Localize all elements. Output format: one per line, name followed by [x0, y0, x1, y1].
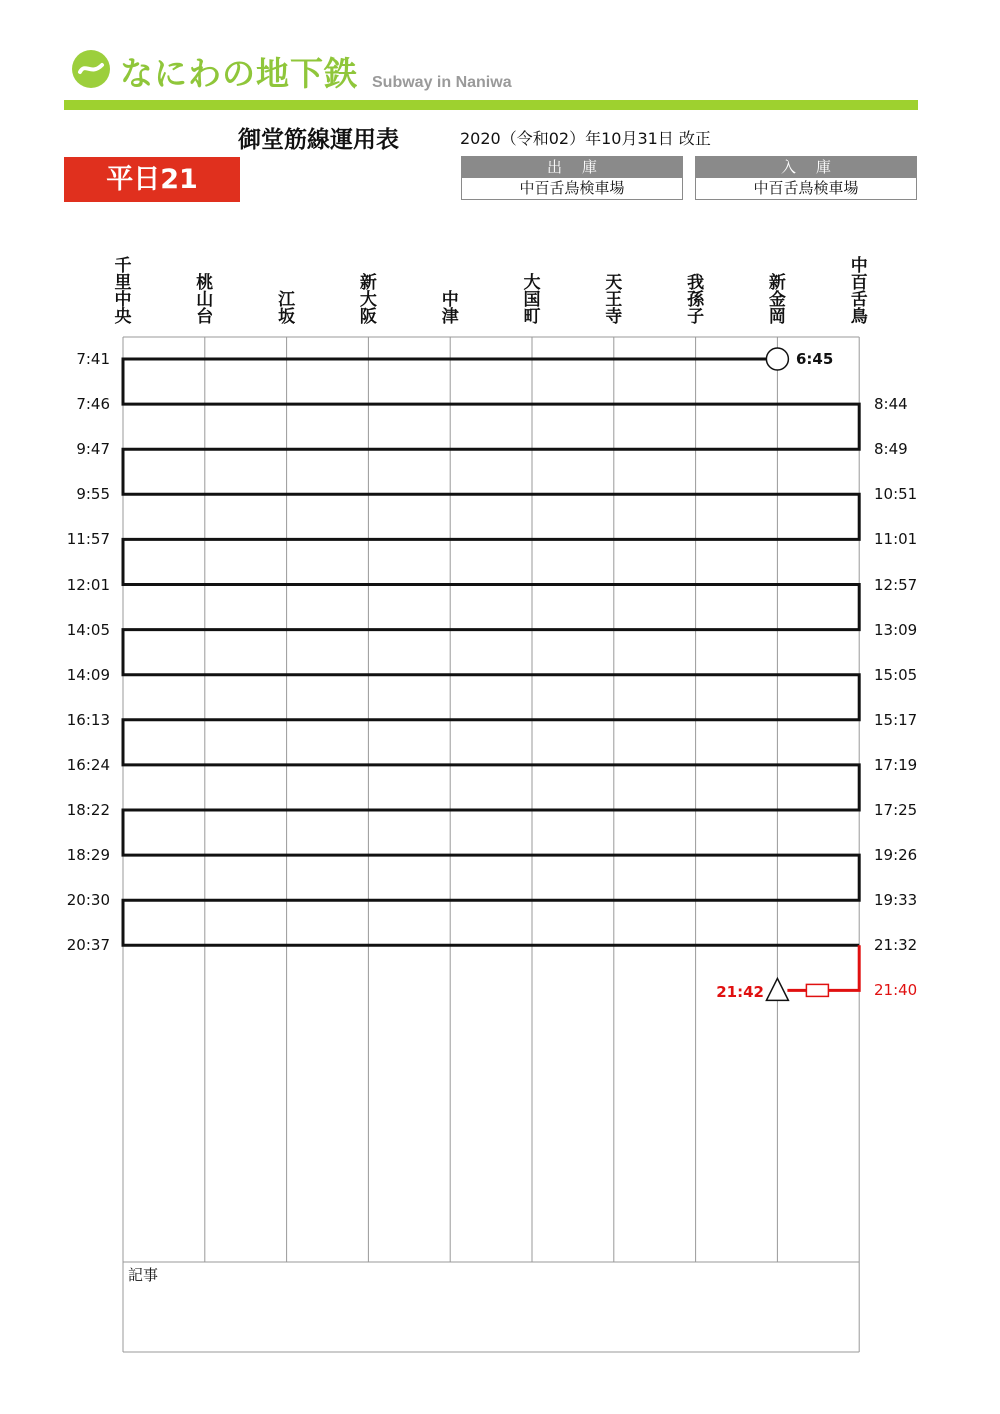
depot-in-value: 中百舌鳥検車場 [753, 179, 859, 197]
right-time: 17:25 [874, 801, 918, 819]
station-header: 天王寺 [605, 273, 623, 327]
left-time: 9:55 [76, 485, 110, 504]
left-time: 12:01 [66, 575, 110, 594]
left-time: 11:57 [66, 530, 110, 549]
left-time: 18:22 [66, 801, 110, 819]
station-header: 千里中央 [114, 256, 132, 327]
left-time: 7:46 [76, 395, 110, 414]
right-time: 19:33 [874, 891, 918, 910]
right-time: 8:44 [874, 395, 908, 414]
left-time: 7:41 [76, 350, 110, 368]
service-line [123, 359, 859, 945]
left-time: 9:47 [76, 440, 110, 459]
deadhead-line [787, 945, 859, 990]
brand-name: なにわの地下鉄 [120, 54, 358, 93]
station-header: 江坂 [278, 290, 296, 327]
left-time: 18:29 [66, 846, 110, 865]
right-time: 12:57 [874, 575, 918, 594]
left-time: 20:30 [66, 891, 110, 910]
right-time: 8:49 [874, 440, 908, 459]
left-time: 16:24 [66, 755, 110, 774]
right-time: 13:09 [874, 620, 918, 639]
station-header: 大国町 [523, 273, 541, 327]
depot-out-value: 中百舌鳥検車場 [519, 179, 625, 197]
depot-arrival-triangle-icon [766, 978, 788, 1000]
left-time: 16:13 [66, 710, 110, 729]
left-time: 14:05 [66, 620, 110, 639]
depot-arrival-time: 21:42 [716, 983, 764, 1001]
station-header: 中津 [441, 290, 459, 327]
brand-tagline: Subway in Naniwa [372, 74, 512, 91]
right-time: 15:05 [874, 665, 918, 684]
train-route [123, 359, 859, 996]
station-header: 新金岡 [768, 273, 786, 327]
right-time: 17:19 [874, 755, 918, 774]
depart-time: 6:45 [796, 350, 834, 368]
right-time: 11:01 [874, 530, 918, 549]
station-header: 桃山台 [196, 273, 214, 327]
right-time: 10:51 [874, 485, 918, 504]
station-header: 新大阪 [359, 273, 377, 327]
left-time: 20:37 [66, 936, 110, 955]
diagram-grid [123, 337, 859, 1352]
right-time: 19:26 [874, 846, 918, 865]
operation-label: 平日21 [64, 157, 240, 202]
notes-label: 記事 [128, 1266, 159, 1284]
depart-circle-icon [766, 348, 788, 370]
right-time: 21:40 [874, 981, 918, 1000]
right-time: 15:17 [874, 710, 918, 729]
page-title: 御堂筋線運用表 [238, 127, 399, 153]
depot-out-header: 出庫 [462, 157, 682, 178]
deadhead-box [806, 984, 828, 996]
station-header: 中百舌鳥 [850, 256, 868, 327]
left-time: 14:09 [66, 665, 110, 684]
station-header: 我孫子 [687, 273, 705, 327]
right-time: 21:32 [874, 936, 918, 955]
revision-date: 2020（令和02）年10月31日 改正 [460, 129, 711, 148]
depot-in-header: 入庫 [696, 157, 916, 178]
